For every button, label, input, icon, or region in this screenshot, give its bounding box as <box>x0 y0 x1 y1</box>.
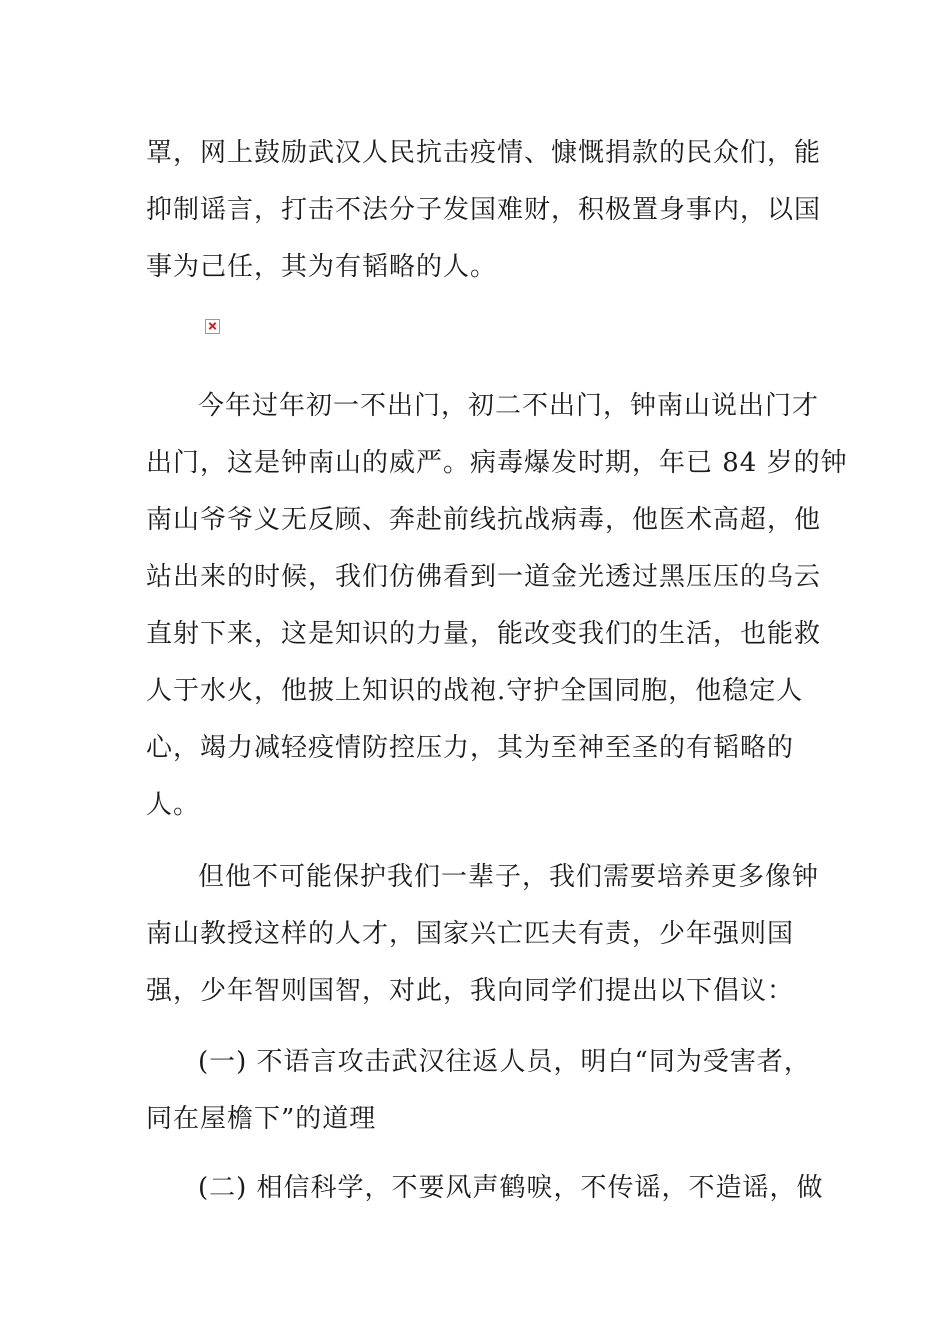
paragraph-line: 强，少年智则国智，对此，我向同学们提出以下倡议： <box>146 976 795 1006</box>
paragraph-line: 同在屋檐下”的道理 <box>146 1104 377 1134</box>
paragraph-line: 南山教授这样的人才，国家兴亡匹夫有责，少年强则国 <box>146 919 795 949</box>
paragraph-line: 直射下来，这是知识的力量，能改变我们的生活，也能救 <box>146 619 822 649</box>
paragraph-line: 事为己任，其为有韬略的人。 <box>146 252 498 282</box>
paragraph-line: 心，竭力减轻疫情防控压力，其为至神至圣的有韬略的 <box>146 733 795 763</box>
paragraph-4 <box>146 1034 811 1148</box>
paragraph-line: 抑制谣言，打击不法分子发国难财，积极置身事内，以国 <box>146 195 822 225</box>
paragraph-line: 今年过年初一不出门，初二不出门，钟南山说出门才 <box>198 391 820 421</box>
paragraph-line: 人于水火，他披上知识的战袍.守护全国同胞，他稳定人 <box>146 676 804 706</box>
paragraph-line: 但他不可能保护我们一辈子，我们需要培养更多像钟 <box>198 862 820 892</box>
paragraph-line: (二) 相信科学，不要风声鹤唳，不传谣，不造谣，做 <box>198 1173 824 1203</box>
paragraph-line: 站出来的时候，我们仿佛看到一道金光透过黑压压的乌云 <box>146 562 822 592</box>
paragraph-line: 人。 <box>146 790 201 820</box>
paragraph-1 <box>146 125 822 296</box>
broken-image-icon <box>205 319 220 334</box>
paragraph-line: 罩，网上鼓励武汉人民抗击疫情、慷慨捐款的民众们，能 <box>146 138 822 168</box>
paragraph-2 <box>146 378 848 834</box>
paragraph-line: 出门，这是钟南山的威严。病毒爆发时期，年已 84 岁的钟 <box>146 448 848 478</box>
paragraph-5 <box>146 1160 824 1217</box>
paragraph-line: (一) 不语言攻击武汉往返人员，明白“同为受害者， <box>198 1047 811 1077</box>
paragraph-3 <box>146 849 820 1020</box>
paragraph-line: 南山爷爷义无反顾、奔赴前线抗战病毒，他医术高超，他 <box>146 505 822 535</box>
